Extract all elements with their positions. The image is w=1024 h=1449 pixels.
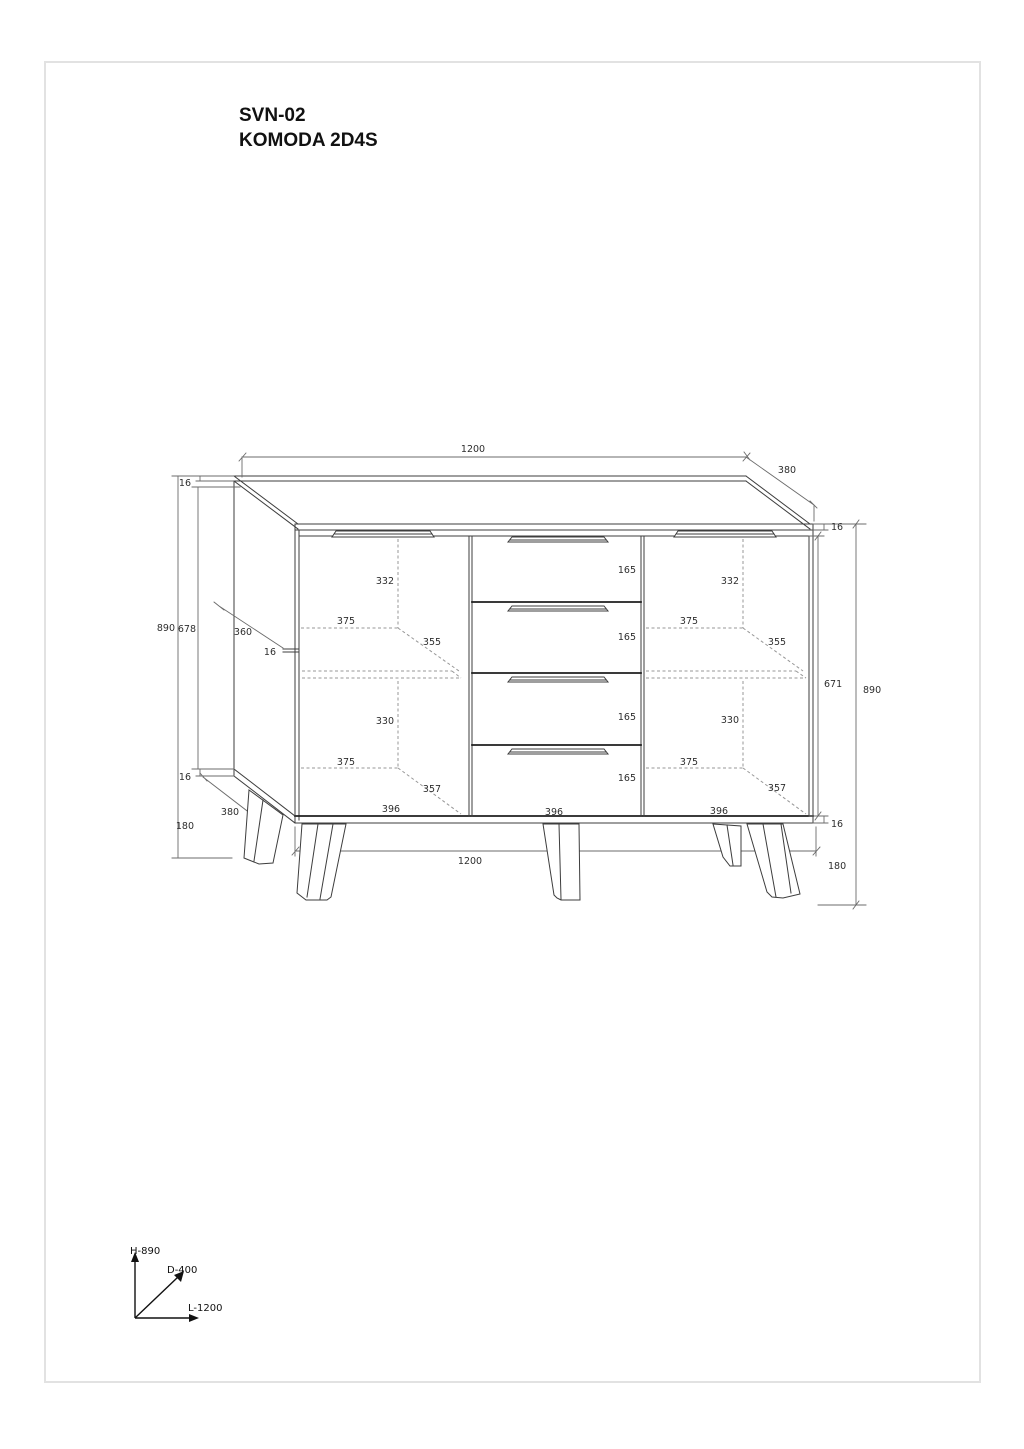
dim-label-10-1200: 1200 (457, 856, 483, 867)
dim-label-29-375: 375 (679, 616, 699, 627)
dim-label-23-165: 165 (617, 565, 636, 576)
product-name: KOMODA 2D4S (239, 130, 378, 151)
dim-label-31-330: 330 (720, 715, 739, 726)
drawer-4-handle (508, 749, 608, 754)
drawer-3-handle (508, 677, 608, 682)
dim-label-16-332: 332 (375, 576, 394, 587)
dim-label-26-165: 165 (617, 773, 636, 784)
dim-label-20-375: 375 (336, 757, 356, 768)
dim-label-12-671: 671 (824, 679, 843, 690)
right-door-handle (674, 531, 776, 537)
dim-label-24-165: 165 (617, 632, 636, 643)
dim-label-28-332: 332 (720, 576, 739, 587)
dim-label-30-355: 355 (767, 637, 787, 648)
page-border (45, 62, 980, 1382)
dim-label-7-16: 16 (178, 772, 191, 783)
dim-label-4-678: 678 (177, 624, 196, 635)
dim-label-5-360: 360 (233, 627, 253, 638)
dim-label-25-165: 165 (617, 712, 636, 723)
depth-axis-label: D-400 (167, 1265, 198, 1276)
dim-label-14-16: 16 (831, 819, 844, 830)
dim-label-19-330: 330 (375, 716, 394, 727)
dim-label-8-380: 380 (220, 807, 240, 818)
length-axis-label: L-1200 (188, 1303, 223, 1314)
dim-label-22-396: 396 (381, 804, 401, 815)
left-door-handle (332, 531, 434, 537)
dim-label-1-380: 380 (777, 465, 797, 476)
dim-label-2-16: 16 (178, 478, 191, 489)
dim-label-18-355: 355 (422, 637, 442, 648)
dim-label-3-890: 890 (156, 623, 175, 634)
dim-label-15-180: 180 (828, 861, 847, 872)
dim-label-11-16: 16 (831, 522, 844, 533)
dim-label-6-16: 16 (263, 647, 276, 658)
dim-label-0-1200: 1200 (460, 444, 486, 455)
dim-label-21-357: 357 (422, 784, 442, 795)
product-code: SVN-02 (239, 105, 306, 126)
dim-label-13-890: 890 (863, 685, 882, 696)
dim-label-27-396: 396 (544, 807, 564, 818)
height-axis-label: H-890 (130, 1246, 161, 1257)
drawer-1-handle (508, 537, 608, 542)
dim-label-34-396: 396 (709, 806, 729, 817)
drawer-2-handle (508, 606, 608, 611)
dim-label-32-375: 375 (679, 757, 699, 768)
dim-label-17-375: 375 (336, 616, 356, 627)
dim-label-9-180: 180 (175, 821, 194, 832)
dim-label-33-357: 357 (767, 783, 787, 794)
